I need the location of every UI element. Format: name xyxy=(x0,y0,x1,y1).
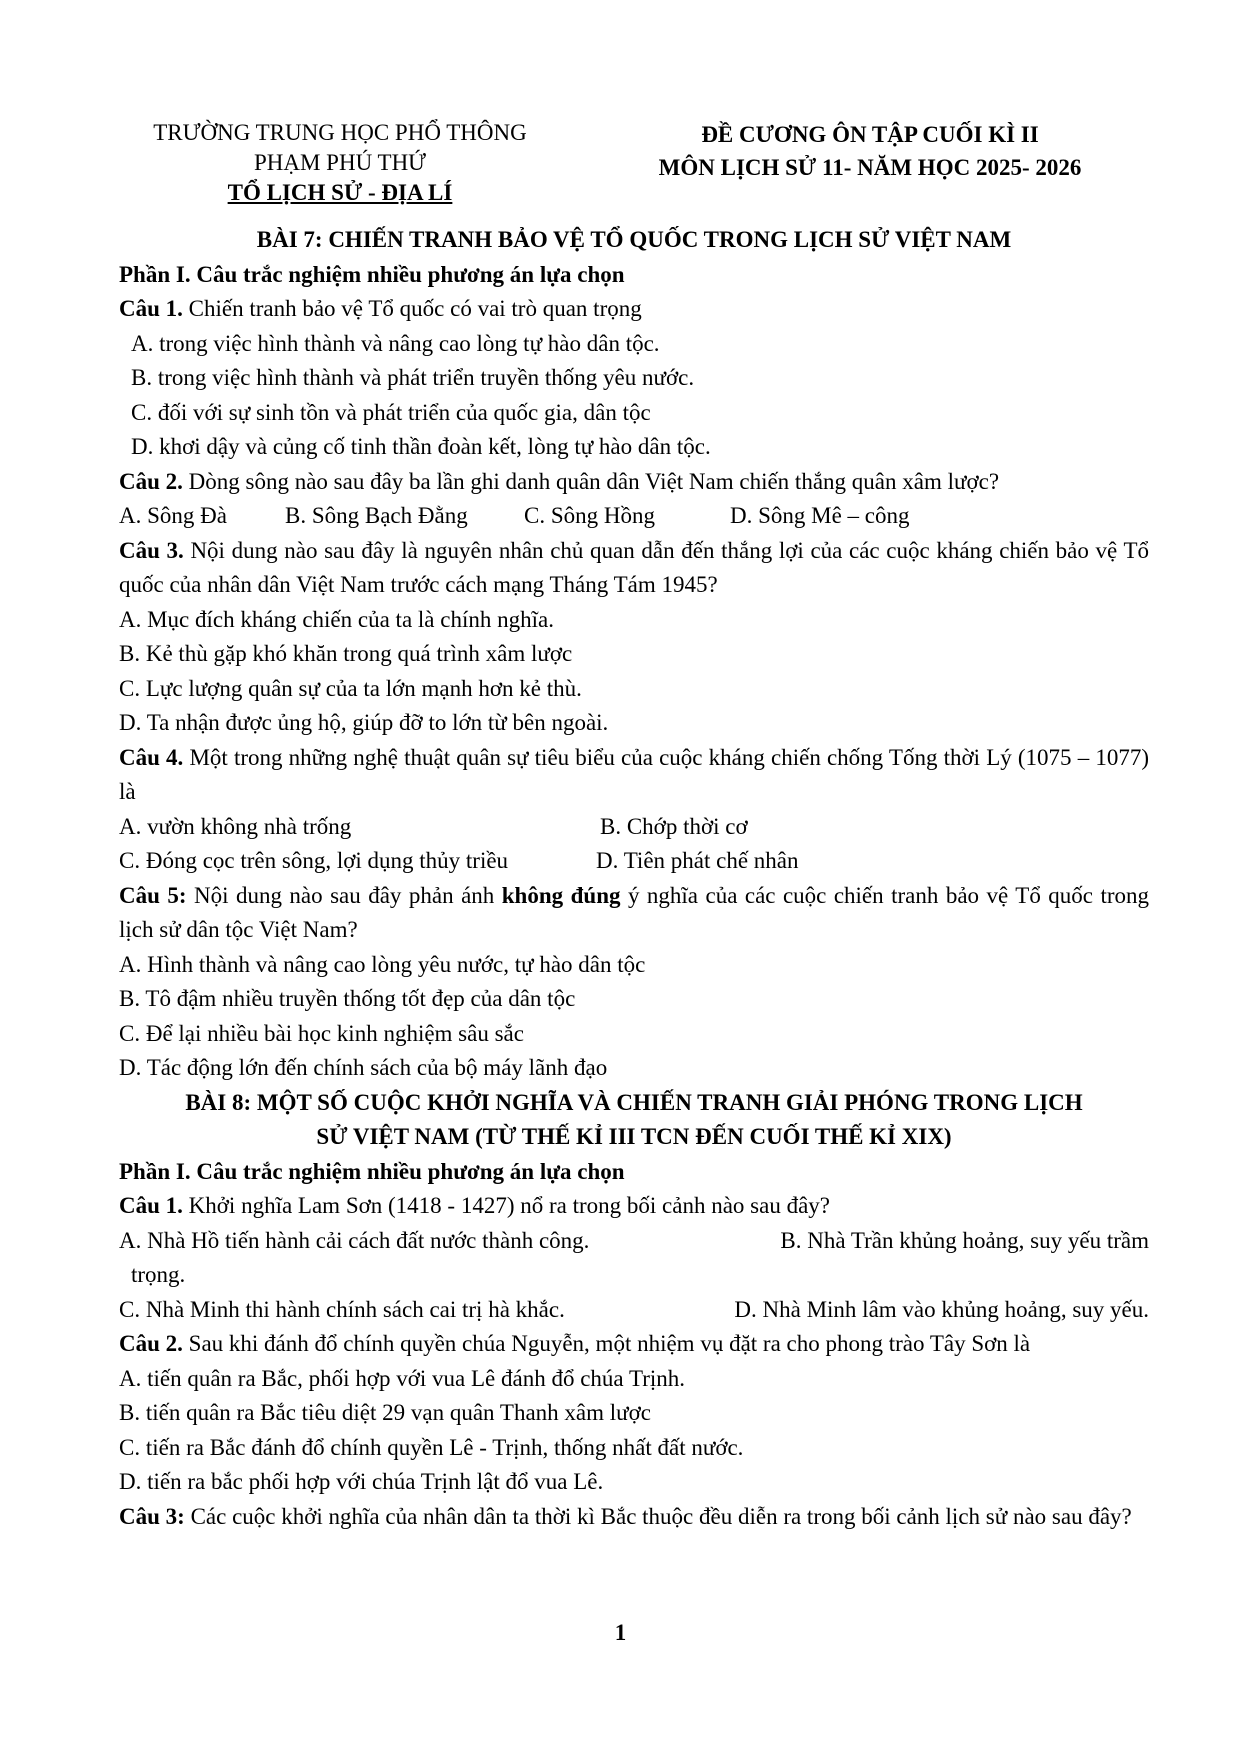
answer-options-row xyxy=(119,1224,1149,1259)
document-title-block xyxy=(615,118,1125,184)
answer-options-row xyxy=(119,499,1149,534)
answer-option: A. Sông Đà xyxy=(119,503,227,528)
answer-option: B. Tô đậm nhiều truyền thống tốt đẹp của dân tộc xyxy=(119,986,576,1011)
page-number: 1 xyxy=(614,1620,627,1645)
question-text: ý nghĩa của các cuộc chiến tranh bảo vệ Tổ quốc trong lịch sử dân tộc Việt Nam? xyxy=(119,882,1150,942)
answer-option: D. tiến ra bắc phối hợp với chúa Trịnh lật đổ vua Lê. xyxy=(119,1469,604,1494)
answer-option: A. tiến quân ra Bắc, phối hợp với vua Lê đánh đổ chúa Trịnh. xyxy=(119,1365,686,1391)
question-text: Các cuộc khởi nghĩa của nhân dân ta thời kì Bắc thuộc đều diễn ra trong bối cảnh lịch sử nào sau đây? xyxy=(184,1503,1132,1529)
answer-option: C. Lực lượng quân sự của ta lớn mạnh hơn kẻ thù. xyxy=(119,675,582,701)
document-title-line1: ĐỀ CƯƠNG ÔN TẬP CUỐI KÌ II xyxy=(701,122,1039,147)
answer-option: A. Mục đích kháng chiến của ta là chính nghĩa. xyxy=(119,606,554,632)
answer-option: D. Tiên phát chế nhân xyxy=(596,848,799,873)
lesson-8-title-line1: BÀI 8: MỘT SỐ CUỘC KHỞI NGHĨA VÀ CHIẾN TRANH GIẢI PHÓNG TRONG LỊCH xyxy=(185,1089,1083,1115)
document-body xyxy=(119,223,1149,1534)
answer-option: A. vườn không nhà trống xyxy=(119,813,352,839)
document-title-line2: MÔN LỊCH SỬ 11- NĂM HỌC 2025- 2026 xyxy=(658,155,1082,180)
question-label: Câu 2. xyxy=(119,468,183,494)
lesson-7-question-3 xyxy=(119,534,1149,603)
question-label: Câu 4. xyxy=(119,744,184,770)
question-label: Câu 1. xyxy=(119,1193,183,1218)
answer-option: B. Chớp thời cơ xyxy=(600,813,748,839)
answer-option: D. Ta nhận được ủng hộ, giúp đỡ to lớn từ bên ngoài. xyxy=(119,710,609,735)
document-header xyxy=(0,118,1241,213)
answer-options-row xyxy=(119,810,1149,845)
answer-option: C. tiến ra Bắc đánh đổ chính quyền Lê - Trịnh, thống nhất đất nước. xyxy=(119,1434,744,1460)
question-label: Câu 3. xyxy=(119,537,184,563)
question-text: Nội dung nào sau đây phản ánh xyxy=(186,882,502,908)
school-name-line1: TRƯỜNG TRUNG HỌC PHỔ THÔNG xyxy=(153,120,527,145)
answer-option: A. Nhà Hồ tiến hành cải cách đất nước thành công. xyxy=(119,1227,590,1253)
answer-option: D. khơi dậy và củng cố tinh thần đoàn kết, lòng tự hào dân tộc. xyxy=(131,434,711,459)
lesson-7-question-4 xyxy=(119,741,1149,810)
question-label: Câu 1. xyxy=(119,296,183,321)
question-text: Chiến tranh bảo vệ Tổ quốc có vai trò quan trọng xyxy=(182,296,642,321)
answer-option: A. trong việc hình thành và nâng cao lòng tự hào dân tộc. xyxy=(131,330,660,356)
answer-option: C. đối với sự sinh tồn và phát triển của quốc gia, dân tộc xyxy=(131,399,651,425)
answer-option-continuation: trọng. xyxy=(131,1262,186,1287)
lesson-8-question-1 xyxy=(119,1189,1149,1224)
question-label: Câu 2. xyxy=(119,1331,183,1356)
answer-option: B. Kẻ thù gặp khó khăn trong quá trình xâm lược xyxy=(119,641,573,666)
lesson-7-question-1 xyxy=(119,292,1149,327)
lesson-7-part-heading: Phần I. Câu trắc nghiệm nhiều phương án lựa chọn xyxy=(119,261,625,287)
question-label: Câu 5: xyxy=(119,882,187,908)
question-label: Câu 3: xyxy=(119,1503,185,1529)
answer-option: C. Nhà Minh thi hành chính sách cai trị hà khắc. xyxy=(119,1296,565,1322)
lesson-8-title-line2: SỬ VIỆT NAM (TỪ THẾ KỈ III TCN ĐẾN CUỐI THẾ KỈ XIX) xyxy=(316,1124,952,1149)
answer-options-row xyxy=(119,1293,1149,1328)
answer-option: D. Tác động lớn đến chính sách của bộ máy lãnh đạo xyxy=(119,1055,608,1080)
question-text: Một trong những nghệ thuật quân sự tiêu biểu của cuộc kháng chiến chống Tống thời Lý (1075 – 1077) là xyxy=(119,744,1149,804)
answer-option: D. Nhà Minh lâm vào khủng hoảng, suy yếu. xyxy=(734,1296,1149,1322)
question-text: Nội dung nào sau đây là nguyên nhân chủ quan dẫn đến thắng lợi của các cuộc kháng chiến bảo vệ Tổ quốc của nhân dân Việt Nam trước cách mạng Tháng Tám 1945? xyxy=(119,537,1149,597)
lesson-7-question-2 xyxy=(119,465,1149,500)
question-text: Sau khi đánh đổ chính quyền chúa Nguyễn, một nhiệm vụ đặt ra cho phong trào Tây Sơn là xyxy=(182,1331,1031,1356)
answer-option: C. Để lại nhiều bài học kinh nghiệm sâu sắc xyxy=(119,1020,524,1046)
answer-option: D. Sông Mê – công xyxy=(730,503,910,528)
school-block xyxy=(120,118,560,208)
lesson-7-title: BÀI 7: CHIẾN TRANH BẢO VỆ TỔ QUỐC TRONG LỊCH SỬ VIỆT NAM xyxy=(256,227,1012,252)
lesson-8-part-heading: Phần I. Câu trắc nghiệm nhiều phương án lựa chọn xyxy=(119,1158,625,1184)
answer-option: B. trong việc hình thành và phát triển truyền thống yêu nước. xyxy=(131,365,695,390)
question-text: Khởi nghĩa Lam Sơn (1418 - 1427) nổ ra trong bối cảnh nào sau đây? xyxy=(182,1193,831,1218)
lesson-8-question-3 xyxy=(119,1500,1149,1535)
answer-option: A. Hình thành và nâng cao lòng yêu nước, tự hào dân tộc xyxy=(119,951,646,977)
department-name: TỔ LỊCH SỬ - ĐỊA LÍ xyxy=(227,180,453,205)
answer-option: B. tiến quân ra Bắc tiêu diệt 29 vạn quân Thanh xâm lược xyxy=(119,1400,651,1425)
lesson-8-question-2 xyxy=(119,1327,1149,1362)
school-name-line2: PHẠM PHÚ THỨ xyxy=(253,150,427,175)
question-text: Dòng sông nào sau đây ba lần ghi danh quân dân Việt Nam chiến thắng quân xâm lược? xyxy=(182,468,1000,494)
answer-option: C. Đóng cọc trên sông, lợi dụng thủy triều xyxy=(119,848,509,873)
answer-option: B. Sông Bạch Đằng xyxy=(285,503,468,528)
question-emphasis: không đúng xyxy=(501,882,621,908)
answer-options-row xyxy=(119,844,1149,879)
lesson-7-question-5 xyxy=(119,879,1149,948)
answer-option: B. Nhà Trần khủng hoảng, suy yếu trầm xyxy=(780,1227,1149,1253)
answer-option: C. Sông Hồng xyxy=(524,503,655,528)
